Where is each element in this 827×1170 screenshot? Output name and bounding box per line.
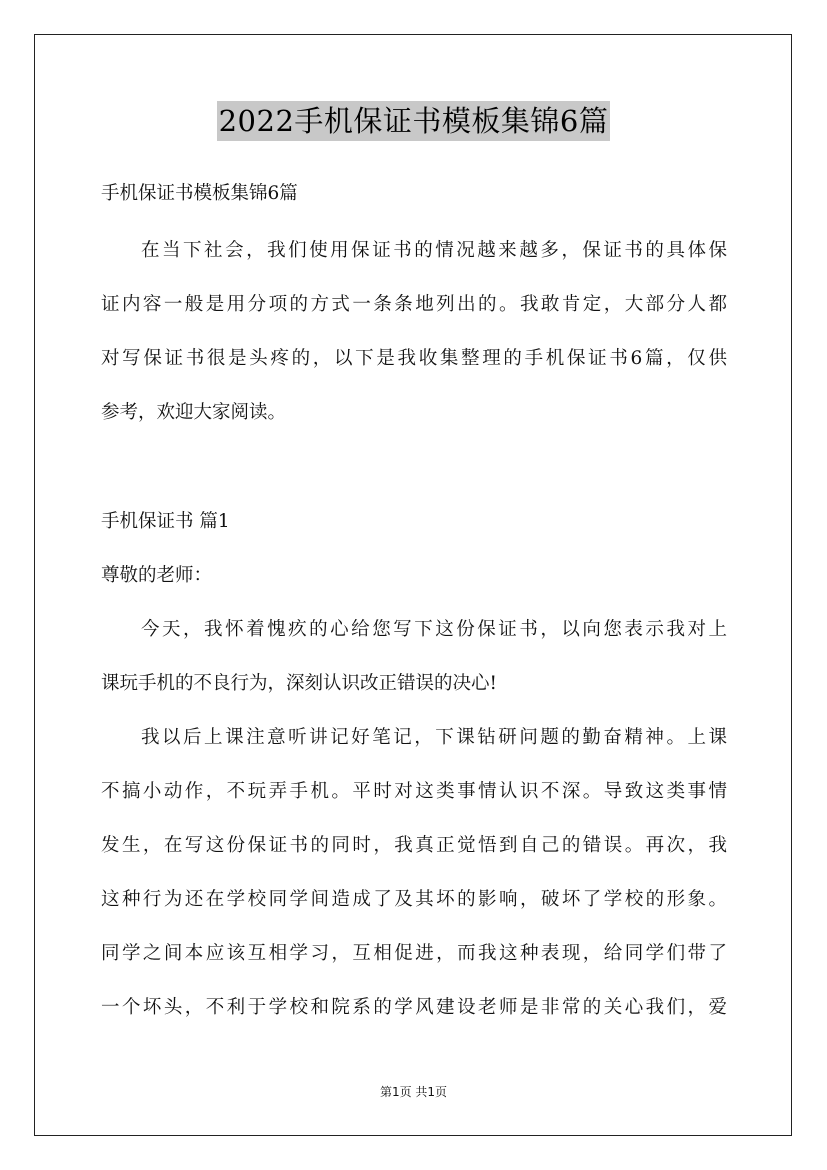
document-body [101,175,727,1027]
page-number-text: 第1页 共1页 [379,1085,448,1099]
title-wrap [0,101,827,141]
intro-line-1: 在当下社会，我们使用保证书的情况越来越多，保证书的具体保 [141,240,727,261]
document-subtitle: 手机保证书模板集锦6篇 [101,183,298,204]
para2-line-2: 不搞小动作，不玩弄手机。平时对这类事情认识不深。导致这类事情 [101,781,727,802]
para1-line-1: 今天，我怀着愧疚的心给您写下这份保证书，以向您表示我对上 [141,619,727,640]
para2-line-5: 同学之间本应该互相学习，互相促进，而我这种表现，给同学们带了 [101,943,727,964]
section-heading: 手机保证书 篇1 [101,511,230,532]
document-title: 2022手机保证书模板集锦6篇 [217,101,611,141]
intro-line-3: 对写保证书很是头疼的，以下是我收集整理的手机保证书6篇，仅供 [101,348,727,369]
intro-line-4: 参考，欢迎大家阅读。 [101,402,287,423]
para2-line-1: 我以后上课注意听讲记好笔记，下课钻研问题的勤奋精神。上课 [141,727,727,748]
intro-line-2: 证内容一般是用分项的方式一条条地列出的。我敢肯定，大部分人都 [101,294,727,315]
para2-line-3: 发生，在写这份保证书的同时，我真正觉悟到自己的错误。再次，我 [101,835,727,856]
page-footer [0,1082,827,1102]
salutation: 尊敬的老师： [101,565,213,586]
para1-line-2: 课玩手机的不良行为，深刻认识改正错误的决心! [101,673,497,694]
para2-line-4: 这种行为还在学校同学间造成了及其坏的影响，破坏了学校的形象。 [101,889,727,910]
para2-line-6: 一个坏头，不利于学校和院系的学风建设老师是非常的关心我们，爱 [101,997,727,1018]
